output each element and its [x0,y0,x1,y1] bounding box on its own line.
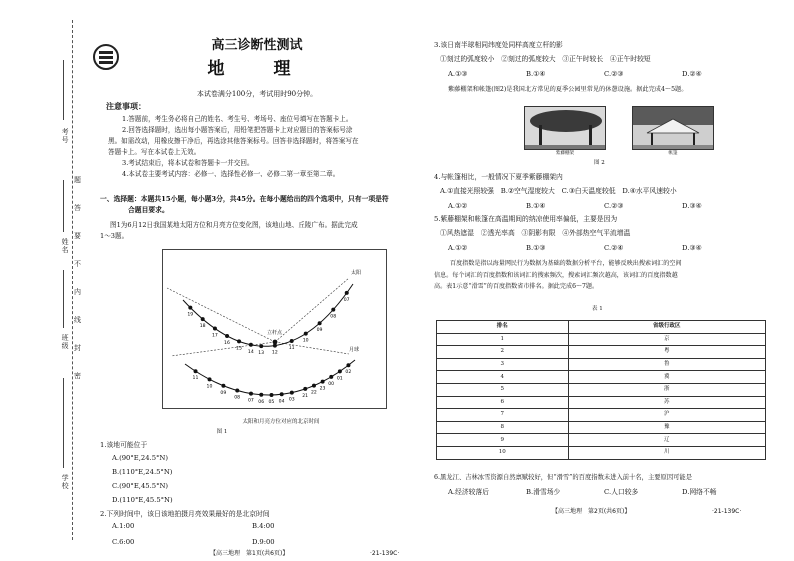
pole-point [273,340,278,345]
figure-1-caption-block [92,419,462,436]
hour-dot [188,306,192,310]
table-header-province: 省级行政区 [568,321,765,334]
hour-dot [290,391,294,395]
question-4-stem: 4.与帐篷相比，一般情况下夏季紫藤棚架内 [434,173,563,181]
question-5-option-c[interactable]: C.②④ [604,244,624,252]
question-5-option-b[interactable]: B.①③ [526,244,546,252]
intro-6-7 [434,258,770,293]
table-row [437,409,766,422]
hour-dot [249,343,253,347]
page-1 [92,36,422,536]
hour-dot [237,339,241,343]
sun-ray-line [275,278,349,342]
pole-label: 立杆点 [267,330,283,336]
hour-label: 17 [211,333,218,339]
field-line-exam-number [63,60,64,120]
question-1-option-b[interactable]: B.(110°E,24.5°N) [112,468,173,476]
hour-label: 12 [271,350,278,356]
section-heading-line: 一、选择题：本题共15小题，每小题3分，共45分。在每小题给出的四个选项中，只有一项是符 [100,195,389,203]
seal-char: 封 [74,344,81,352]
question-6-option-c[interactable]: C.人口较多 [604,488,639,496]
seal-char: 要 [74,232,81,240]
intro-line: 图1为6月12日我国某地太阳方位和月亮方位变化图，该地山地、丘陵广布。据此完成 [110,221,358,229]
hour-dot [259,393,263,397]
table-cell-province: 鲁 [568,358,765,371]
table-cell-rank: 5 [437,383,569,396]
question-3-option-b[interactable]: B.①④ [526,70,546,78]
question-4-items [440,186,677,197]
hour-label: 04 [278,399,285,405]
section-heading-line: 合题目要求。 [128,206,169,214]
table-cell-province: 辽 [568,434,765,447]
hour-dot [346,363,350,367]
question-4-option-b[interactable]: B.①④ [526,202,546,210]
label-name: 姓名 [61,238,70,254]
notice-heading: 注意事项： [106,102,146,111]
exam-meta: 本试卷满分100分，考试用时90分钟。 [196,90,318,98]
seal-char: 密 [74,372,81,380]
label-class: 班级 [61,334,70,350]
figure-1 [162,249,387,409]
table-row [437,371,766,384]
question-6-option-a[interactable]: A.经济较落后 [448,488,490,496]
page-2-footer-left: 【高三地理 第2页(共6页)】 [552,508,631,515]
question-1-option-c[interactable]: C.(90°E,45.5°N) [112,482,169,490]
notice-item: 1.答题前，考生务必将自己的姓名、考生号、考场号、座位号填写在答题卡上。 [122,115,353,123]
table-cell-rank: 6 [437,396,569,409]
hour-dot [338,369,342,373]
seal-char: 答 [74,204,81,212]
question-6-option-b[interactable]: B.滑雪场少 [526,488,561,496]
notice-item: 黑。如需改动，用橡皮擦干净后，再选涂其他答案标号。回答非选择题时，将答案写在 [108,137,359,145]
hour-dot [331,308,335,312]
table-1-caption: 表 1 [592,306,603,312]
notice-list [108,114,422,180]
photo-wisteria-trellis [524,106,606,150]
hour-label: 08 [234,395,241,401]
hour-label: 01 [336,376,343,382]
question-4-option-d[interactable]: D.③④ [682,202,702,210]
binding-strip [0,0,86,561]
question-5-items: ①风热遮湿 ②透光率高 ③阴影有限 ④外部热空气平流增温 [440,229,631,237]
table-cell-province: 京 [568,333,765,346]
intro-6-7-line: 高。表1示意“滑雪”的百度指数省市排名。据此完成6～7题。 [434,283,599,290]
question-3-option-a[interactable]: A.①③ [448,70,468,78]
hour-dot [329,375,333,379]
question-5-option-a[interactable]: A.①② [448,244,468,252]
hour-label: 23 [319,386,326,392]
binding-dashed-line [72,20,73,540]
question-1-option-a[interactable]: A.(90°E,24.5°N) [112,454,169,462]
question-2-option-d[interactable]: D.9:00 [252,538,275,546]
moon-label: 月球 [349,347,360,353]
table-cell-province: 沪 [568,409,765,422]
hour-label: 03 [288,397,295,403]
table-row [437,346,766,359]
table-cell-rank: 2 [437,346,569,359]
figure-1-diagram [163,250,388,410]
hour-label: 09 [220,390,227,396]
table-cell-rank: 4 [437,371,569,384]
hour-dot [270,393,274,397]
hour-label: 21 [302,393,309,399]
hour-label: 02 [345,370,352,376]
question-2-option-a[interactable]: A.1:00 [112,522,135,530]
table-row [437,396,766,409]
exam-title: 高三诊断性测试 [211,38,303,53]
moon-position-dots [193,363,352,405]
hour-label: 10 [302,338,309,344]
notice-item: 答题卡上。写在本试卷上无效。 [108,148,201,156]
table-row [437,358,766,371]
section-heading [100,194,422,216]
table-header-row [437,321,766,334]
hour-dot [321,380,325,384]
hour-label: 11 [288,345,295,351]
question-3-option-d[interactable]: D.②④ [682,70,702,78]
sun-label: 太阳 [351,270,362,276]
question-5-option-d[interactable]: D.③④ [682,244,702,252]
page-2-footer-right: ·21-139C· [712,508,742,515]
question-4-item: C.③白天温度较低 [561,187,616,195]
hour-label: 13 [258,351,265,357]
page-1-footer-left: 【高三地理 第1页(共6页)】 [210,550,289,557]
table-header-rank: 排名 [437,321,569,334]
question-6-stem: 6.黑龙江、吉林冰雪资源自然禀赋较好，但“滑雪”的百度指数未进入前十名，主要原因可能是 [434,474,693,481]
table-cell-rank: 8 [437,421,569,434]
table-cell-province: 粤 [568,346,765,359]
hour-label: 08 [330,314,337,320]
table-cell-province: 浙 [568,383,765,396]
table-row [437,434,766,447]
figure-1-legend: 太阳和月亮方位对应的北京时间 [242,419,320,425]
question-4-item: A.①直接光照较强 [440,187,494,195]
seal-char: 不 [74,260,81,268]
label-school: 学校 [61,474,70,490]
table-row [437,333,766,346]
table-cell-rank: 9 [437,434,569,447]
label-exam-number: 考号 [61,128,70,144]
figure-2-caption: 图 2 [594,160,605,166]
intro-line: 1～3题。 [100,232,129,240]
question-3-stem: 3.该日南半球相同纬度处同样高度立杆的影 [434,41,563,49]
figure-1-caption: 图 1 [216,429,228,436]
hour-label: 22 [310,390,317,396]
question-3-items: ①刻过的弧度较小 ②刻过的弧度较大 ③正午时较长 ④正午时较短 [440,55,651,63]
table-cell-province: 冀 [568,371,765,384]
question-1-stem: 1.该地可能位于 [100,441,148,449]
table-cell-rank: 7 [437,409,569,422]
table-cell-rank: 1 [437,333,569,346]
hour-label: 07 [343,297,350,303]
question-6-option-d[interactable]: D.网络不畅 [682,488,717,496]
page-2 [434,36,770,536]
table-cell-rank: 10 [437,446,569,459]
question-4-option-c[interactable]: C.②③ [604,202,624,210]
photo-caption-tent: 帐篷 [668,151,678,156]
notice-item: 4.本试卷主要考试内容：必修一、选择性必修一、必修二第一章至第二章。 [122,170,340,178]
seal-char: 线 [74,316,81,324]
seal-char: 内 [74,288,81,296]
hour-dot [249,392,253,396]
page-1-footer-right: ·21-139C· [370,550,400,557]
field-line-school [63,378,64,468]
hour-dot [303,387,307,391]
hour-dot [208,377,212,381]
hour-label: 10 [206,384,213,390]
hour-dot [345,291,349,295]
exam-subject: 地 理 [207,59,307,79]
table-cell-province: 豫 [568,421,765,434]
moon-ray-line [275,342,349,354]
hour-label: 07 [248,398,254,404]
hour-dot [201,317,205,321]
hour-dot [221,384,225,388]
seal-char: 题 [74,176,81,184]
table-1 [436,320,766,460]
question-2-option-c[interactable]: C.6:00 [112,538,135,546]
hour-dot [225,334,229,338]
question-3-option-c[interactable]: C.②③ [604,70,624,78]
photo-caption-trellis: 紫藤棚架 [556,151,574,156]
hour-dot [213,327,217,331]
intro-4-5: 紫藤棚架和帐篷(图2)是我国北方常见的夏季公园里常见的休憩设施。据此完成4～5题。 [448,86,688,93]
table-row [437,383,766,396]
hour-label: 16 [224,340,230,346]
question-5-stem: 5.紫藤棚架和帐篷在高温期间的纳凉使用率偏低，主要是因为 [434,215,618,223]
notice-item: 3.考试结束后，将本试卷和答题卡一并交回。 [122,159,254,167]
question-4-item: B.②空气湿度较大 [500,187,555,195]
question-2-stem: 2.下列时间中，该日该地拍摄月亮效果最好的是北京时间 [100,510,270,518]
hour-label: 06 [258,399,265,405]
intro-6-7-line: 百度指数是指以海量网民行为数据为基础的数据分析平台，能够反映出搜索词汇的空间 [450,260,682,267]
sun-path-curve [183,284,353,346]
hour-label: 19 [187,312,194,318]
hour-dot [235,389,239,393]
hour-label: 14 [247,349,254,355]
hour-label: 18 [199,324,206,330]
hour-dot [290,339,294,343]
table-cell-rank: 3 [437,358,569,371]
table-cell-province: 苏 [568,396,765,409]
question-1-option-d[interactable]: D.(110°E,45.5°N) [112,496,173,504]
table-cell-province: 川 [568,446,765,459]
question-2-option-b[interactable]: B.4:00 [252,522,275,530]
hour-label: 15 [236,346,242,352]
intro-6-7-line: 信息。每个词汇的百度指数和该词汇的搜索频次，搜索词汇频次越高，该词汇的百度指数越 [434,271,678,279]
hour-dot [280,392,284,396]
question-4-item: D.④水平风速较小 [622,187,677,195]
hour-label: 00 [328,381,335,387]
hour-dot [318,321,322,325]
field-line-class [63,270,64,328]
question-intro [100,220,422,242]
table-row [437,446,766,459]
hour-label: 09 [316,328,323,334]
sun-ray-line [167,288,275,342]
question-4-option-a[interactable]: A.①② [448,202,468,210]
hour-label: 11 [192,376,199,382]
figure-2-photos [524,106,714,158]
photo-tent [632,106,714,150]
field-line-name [63,180,64,232]
hour-dot [194,369,198,373]
hour-dot [312,384,316,388]
hour-dot [304,332,308,336]
notice-item: 2.回答选择题时，选出每小题答案后，用铅笔把答题卡上对应题目的答案标号涂 [122,126,353,134]
table-row [437,421,766,434]
hour-label: 05 [268,400,275,405]
hour-dot [259,344,263,348]
